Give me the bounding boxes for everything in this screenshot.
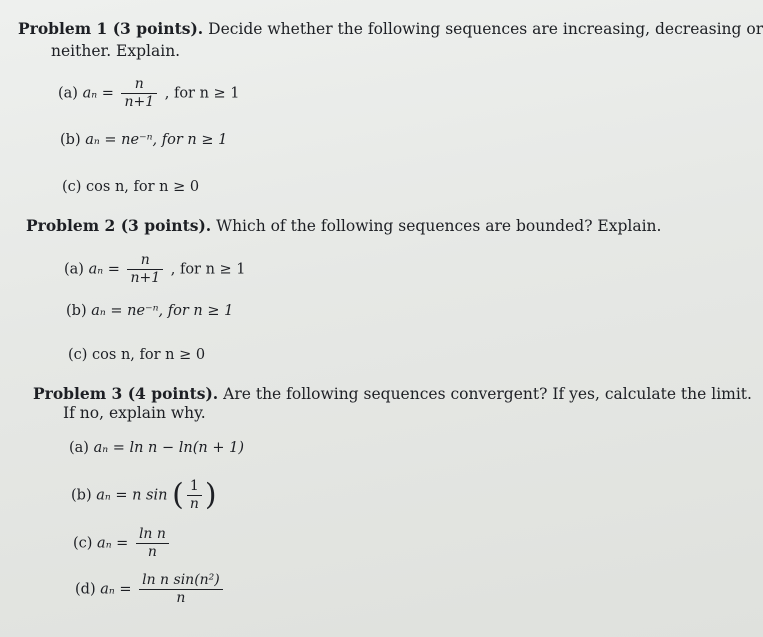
- fraction: [121, 76, 157, 111]
- item-lhs: aₙ =: [82, 85, 114, 102]
- fraction-numerator: n: [134, 76, 144, 92]
- item-lhs: aₙ =: [100, 581, 132, 598]
- left-paren: (: [172, 477, 184, 513]
- fraction-denominator: n: [136, 543, 169, 561]
- problem-3-heading: Problem 3 (4 points).: [33, 384, 219, 403]
- problem-3-item-b: [71, 478, 217, 513]
- fraction: [139, 572, 223, 607]
- problem-2-item-a: [64, 252, 246, 287]
- fraction: [136, 526, 169, 561]
- fraction-denominator: n+1: [127, 269, 163, 287]
- problem-1-item-c: [62, 178, 199, 196]
- problem-1-heading: Problem 1 (3 points).: [18, 19, 204, 38]
- fraction-denominator: n: [139, 589, 223, 607]
- fraction-denominator: n: [187, 495, 202, 513]
- item-condition: , for n ≥ 1: [170, 261, 246, 278]
- problem-1-prompt-cont: neither. Explain.: [51, 42, 181, 60]
- item-condition: , for n ≥ 1: [164, 85, 240, 102]
- problem-1-item-a: [58, 76, 240, 111]
- item-lhs: aₙ = n sin: [96, 487, 168, 504]
- problem-1-item-b: [60, 131, 227, 149]
- item-expression: aₙ = ne⁻ⁿ, for n ≥ 1: [85, 132, 228, 148]
- fraction: [127, 252, 163, 287]
- fraction-numerator: ln n: [138, 526, 166, 542]
- item-label: (b): [60, 132, 81, 148]
- item-label: (a): [58, 85, 78, 102]
- problem-2-item-c: [68, 346, 205, 364]
- item-label: (a): [69, 440, 89, 456]
- fraction: [187, 478, 202, 513]
- problem-3-item-c: [73, 526, 172, 561]
- item-expression: cos n, for n ≥ 0: [92, 347, 206, 363]
- item-expression: aₙ = ln n − ln(n + 1): [93, 440, 244, 456]
- item-label: (c): [62, 179, 82, 195]
- item-lhs: aₙ =: [97, 535, 129, 552]
- problem-2-heading: Problem 2 (3 points).: [26, 216, 212, 235]
- problem-2-header: [26, 216, 661, 236]
- problem-3-prompt: Are the following sequences convergent? If yes, calculate the limit.: [223, 385, 752, 403]
- problem-3-item-d: [75, 572, 226, 607]
- problem-3-item-a: [69, 439, 244, 457]
- problem-3-header: [33, 384, 752, 404]
- item-expression: cos n, for n ≥ 0: [86, 179, 200, 195]
- item-lhs: aₙ =: [88, 261, 120, 278]
- fraction-numerator: 1: [189, 478, 199, 494]
- fraction-numerator: n: [140, 252, 150, 268]
- problem-2-item-b: [66, 302, 233, 320]
- item-label: (b): [71, 487, 92, 504]
- fraction-denominator: n+1: [121, 93, 157, 111]
- item-label: (c): [73, 535, 93, 552]
- problem-2-prompt: Which of the following sequences are bounded? Explain.: [216, 217, 662, 235]
- problem-3-prompt-cont: If no, explain why.: [63, 404, 206, 422]
- fraction-numerator: ln n sin(n²): [142, 572, 220, 588]
- item-label: (d): [75, 581, 96, 598]
- problem-1-prompt: Decide whether the following sequences are increasing, decreasing or: [208, 20, 763, 38]
- item-label: (c): [68, 347, 88, 363]
- item-label: (a): [64, 261, 84, 278]
- right-paren: ): [204, 477, 217, 513]
- item-label: (b): [66, 303, 87, 319]
- item-expression: aₙ = ne⁻ⁿ, for n ≥ 1: [91, 303, 234, 319]
- problem-1-header: [18, 19, 763, 39]
